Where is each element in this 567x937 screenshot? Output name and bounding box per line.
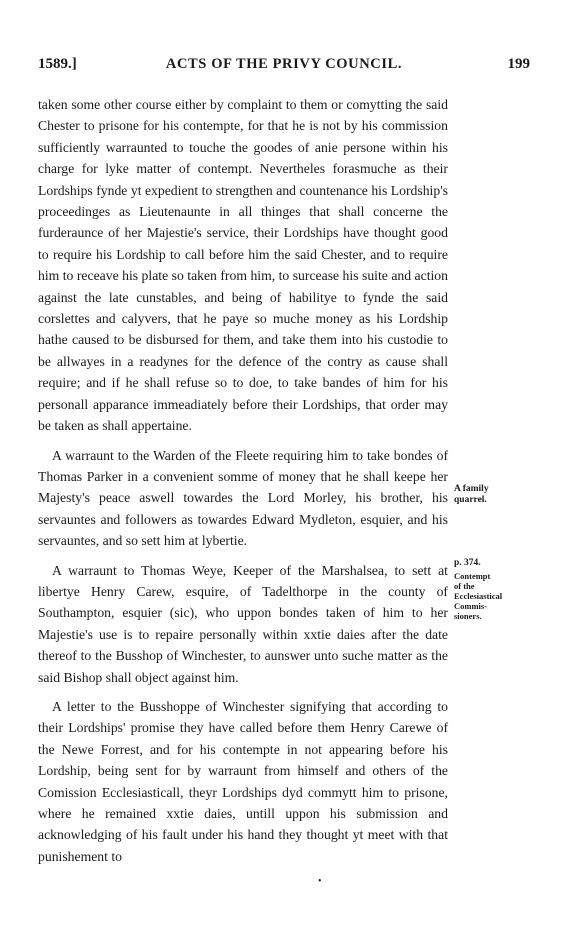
margin-note-line: Commis-	[454, 601, 488, 611]
margin-note-line: Contempt	[454, 571, 491, 581]
margin-note-line: sioners.	[454, 611, 482, 621]
paragraph-letter-winchester: A letter to the Busshoppe of Winchester signifying that according to their Lordships' promise they have called before them Henry Carewe of the Newe Forrest, and for his contempte in not appearing before his Lordship, being sent for by warraunt from himself and others of the Comission Ecclesiasticall, theyr Lordships dyd commytt him to prisone, where he remained xxtie daies, untill uppon his submission and acknowledging of his fault under his hand they thought yt meet with that punishement to	[38, 698, 448, 864]
paragraph-warrant-marshalsea: A warraunt to Thomas Weye, Keeper of the Marshalsea, to sett at libertye Henry Carew, esquire, of Tadelthorpe in the county of Southampton, esquier (sic), who uppon bondes taken of him to her Majestie's use is to repaire personally within xxtie daies after the date thereof to the Busshop of Winchester, to aunswer unto suche matter as the said Bishop shall object against him.	[38, 562, 448, 685]
margin-note-contempt	[454, 571, 532, 621]
margin-note-line: Ecclesiastical	[454, 591, 503, 601]
margin-note-line: A family	[454, 484, 489, 494]
header-year: 1589.]	[38, 56, 77, 72]
margin-note-line: of the	[454, 581, 475, 591]
margin-note-family-quarrel	[454, 484, 532, 505]
margin-note-line: p. 374.	[454, 558, 481, 568]
margin-note-page-reference	[454, 558, 532, 569]
footer-mark: •	[318, 876, 322, 887]
paragraph-continuation: taken some other course either by complaint to them or comytting the said Chester to prisone for his contempte, for that he is not by his commission sufficiently warraunted to touche the goodes of anie persone within his charge for lyke matter of contempt. Nevertheles forasmuche as their Lordships fynde yt expedient to strengthen and countenance his Lordship's proceedinges as Lieutenaunte in all thinges that shall concerne the furderaunce of her Majestie's service, their Lordships have thought good to require his Lordship to call before him the said Chester, and to require him to receave his plate so taken from him, to surcease his suite and action against the late cunstables, and being of habilitye to fynde the said corslettes and calyvers, that he paye so muche money as his Lordship hathe caused to be disbursed for them, and take them into his custodie to be allwayes in a readynes for the defence of the contry as cause shall require; and if he shall refuse so to doe, to take bandes of him for his personall apparance immeadiately before their Lordships, that order may be taken as shall appertaine.	[38, 97, 448, 434]
margin-note-line: quarrel.	[454, 494, 487, 505]
running-header	[38, 56, 530, 80]
header-title: ACTS OF THE PRIVY COUNCIL.	[165, 56, 403, 72]
page-body	[38, 94, 448, 867]
paragraph-warrant-fleete: A warraunt to the Warden of the Fleete requiring him to take bondes of Thomas Parker in a convenient somme of money that he shall keepe her Majesty's peace aswell towardes the Lord Morley, his brother, his servauntes and followers as towardes Edward Mydleton, esquier, and his servauntes, and so sett him at lybertie.	[38, 447, 448, 549]
header-page-number: 199	[507, 56, 530, 72]
